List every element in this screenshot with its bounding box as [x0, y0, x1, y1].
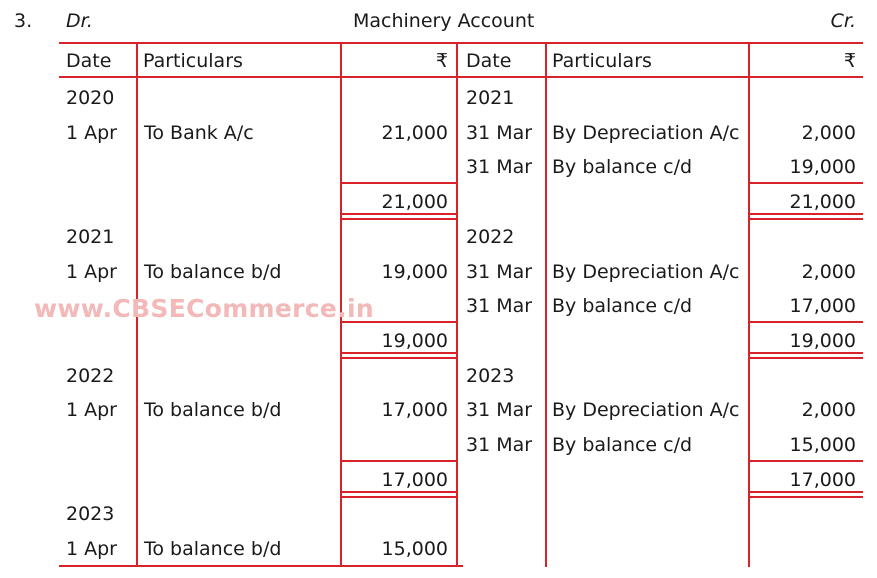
cr-amount-cell: 15,000 [789, 434, 856, 456]
dr-date-cell: 1 Apr [66, 399, 117, 421]
header-date-cr: Date [466, 50, 512, 72]
cr-particulars-cell: By balance c/d [552, 295, 693, 317]
cr-date-cell: 2021 [466, 87, 515, 109]
watermark: www.CBSECommerce.in [34, 294, 374, 323]
cr-date-cell: 31 Mar [466, 399, 533, 421]
question-number: 3. [14, 10, 33, 32]
cr-amount-cell: 2,000 [801, 399, 856, 421]
dr-amount-cell: 19,000 [381, 330, 448, 352]
cr-date-cell: 31 Mar [466, 434, 533, 456]
cr-total-double-rule-1 [748, 213, 863, 215]
dr-particulars-cell: To balance b/d [144, 399, 282, 421]
dr-date-cell: 1 Apr [66, 538, 117, 560]
account-title: Machinery Account [353, 10, 535, 32]
header-particulars-cr: Particulars [552, 50, 652, 72]
cr-particulars-cell: By balance c/d [552, 156, 693, 178]
cr-particulars-cell: By Depreciation A/c [552, 122, 740, 144]
cr-amount-cell: 19,000 [789, 156, 856, 178]
dr-date-cell: 2021 [66, 226, 115, 248]
cr-particulars-cell: By balance c/d [552, 434, 693, 456]
dr-particulars-cell: To balance b/d [144, 538, 282, 560]
dr-label: Dr. [66, 10, 93, 32]
cr-particulars-cell: By Depreciation A/c [552, 399, 740, 421]
dr-amount-cell: 21,000 [381, 191, 448, 213]
cr-date-cell: 31 Mar [466, 295, 533, 317]
header-date-dr: Date [66, 50, 112, 72]
cr-total-top-rule [748, 321, 863, 323]
cr-amount-cell: 21,000 [789, 191, 856, 213]
cr-total-double-rule-2 [748, 496, 863, 498]
dr-amount-cell: 15,000 [381, 538, 448, 560]
cr-total-top-rule [748, 182, 863, 184]
cr-amount-cell: 2,000 [801, 261, 856, 283]
dr-date-cell: 2023 [66, 503, 115, 525]
cr-amount-cell: 2,000 [801, 122, 856, 144]
dr-amount-cell: 21,000 [381, 122, 448, 144]
dr-date-cell: 1 Apr [66, 261, 117, 283]
dr-total-top-rule [340, 182, 457, 184]
cr-date-cell: 31 Mar [466, 261, 533, 283]
dr-total-double-rule-1 [340, 352, 457, 354]
cr-particulars-cell: By Depreciation A/c [552, 261, 740, 283]
cr-total-top-rule [748, 460, 863, 462]
dr-total-double-rule-1 [340, 491, 457, 493]
dr-date-cell: 2022 [66, 365, 115, 387]
cr-amount-cell: 17,000 [789, 469, 856, 491]
dr-amount-cell: 17,000 [381, 469, 448, 491]
cr-date-cell: 31 Mar [466, 122, 533, 144]
header-particulars-dr: Particulars [143, 50, 243, 72]
cr-total-double-rule-1 [748, 352, 863, 354]
cr-amount-divider [748, 42, 750, 567]
cr-date-cell: 31 Mar [466, 156, 533, 178]
header-amount-cr: ₹ [843, 50, 856, 72]
cr-total-double-rule-1 [748, 491, 863, 493]
dr-amount-cell: 19,000 [381, 261, 448, 283]
dr-particulars-cell: To balance b/d [144, 261, 282, 283]
cr-total-double-rule-2 [748, 357, 863, 359]
dr-date-cell: 1 Apr [66, 122, 117, 144]
dr-total-double-rule-1 [340, 213, 457, 215]
dr-particulars-cell: To Bank A/c [144, 122, 254, 144]
cr-date-divider [545, 42, 547, 567]
cr-date-cell: 2023 [466, 365, 515, 387]
dr-total-double-rule-2 [340, 357, 457, 359]
cr-amount-cell: 19,000 [789, 330, 856, 352]
dr-amount-cell: 17,000 [381, 399, 448, 421]
cr-amount-cell: 17,000 [789, 295, 856, 317]
dr-total-double-rule-2 [340, 496, 457, 498]
center-divider [456, 42, 458, 567]
cr-total-double-rule-2 [748, 218, 863, 220]
cr-date-cell: 2022 [466, 226, 515, 248]
header-amount-dr: ₹ [435, 50, 448, 72]
dr-total-top-rule [340, 460, 457, 462]
header-top-rule [59, 42, 863, 44]
dr-date-cell: 2020 [66, 87, 115, 109]
table-bottom-rule [59, 565, 457, 567]
cr-label: Cr. [830, 10, 856, 32]
header-bottom-rule [59, 76, 863, 78]
dr-total-double-rule-2 [340, 218, 457, 220]
